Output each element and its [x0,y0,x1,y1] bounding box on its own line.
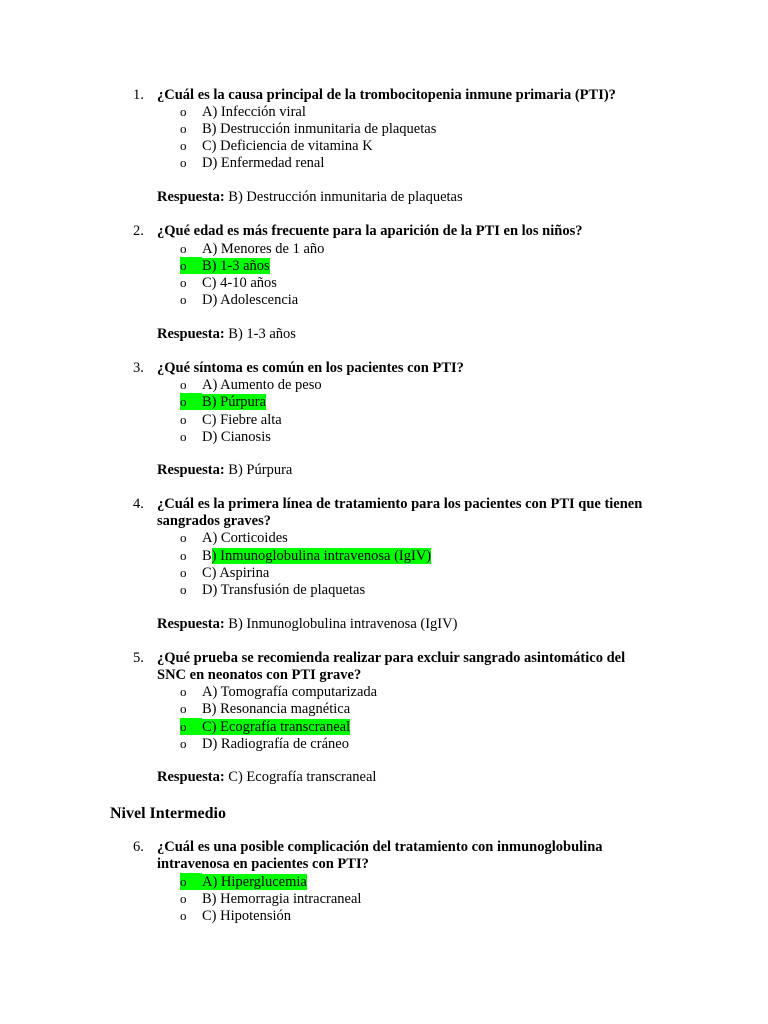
option-text: C) Hipotensión [202,908,292,924]
bullet-icon: o [180,736,187,751]
answer-value: C) Ecografía transcraneal [224,769,377,785]
bullet-icon: o [180,582,187,597]
answer-label: Respuesta: [157,769,225,785]
option-text: C) Fiebre alta [202,412,282,428]
bullet-icon: o [180,891,187,906]
option-b-highlighted [180,547,431,564]
answer-label: Respuesta: [157,326,225,342]
option-text: C) Ecografía transcraneal [202,719,351,735]
option-a [180,240,324,257]
option-c-highlighted [180,718,350,735]
option-d [180,735,349,752]
option-text: B) Destrucción inmunitaria de plaquetas [202,121,437,137]
option-text: C) Aspirina [202,565,270,581]
bullet-icon: o [180,257,202,274]
option-b [180,890,361,907]
option-text: B) Hemorragia intracraneal [202,891,362,907]
question-text: ¿Cuál es la primera línea de tratamiento para los pacientes con PTI que tienen sangrados graves? [157,496,643,530]
question-text: ¿Cuál es una posible complicación del tratamiento con inmunoglobulina intravenosa en pacientes con PTI? [157,839,603,873]
answer-line [157,326,296,343]
option-text: A) Hiperglucemia [202,874,307,890]
question-text: ¿Cuál es la causa principal de la trombocitopenia inmune primaria (PTI)? [157,87,616,103]
option-text: A) Tomografía computarizada [202,684,378,700]
answer-line [157,616,457,633]
option-d [180,581,365,598]
answer-label: Respuesta: [157,462,225,478]
option-c [180,907,291,924]
option-c [180,564,269,581]
option-c [180,411,282,428]
bullet-icon: o [180,908,187,923]
option-a [180,683,377,700]
bullet-icon: o [180,241,187,256]
option-b [180,700,350,717]
option-text: B) 1-3 años [202,258,270,274]
option-text [202,548,431,564]
option-d [180,154,324,171]
bullet-icon: o [180,565,187,580]
answer-value: B) 1-3 años [224,326,296,342]
bullet-icon: o [180,104,187,119]
option-d [180,428,271,445]
bullet-icon: o [180,412,187,427]
bullet-icon: o [180,530,187,545]
option-text: D) Transfusión de plaquetas [202,582,366,598]
option-text: A) Corticoides [202,530,288,546]
answer-label: Respuesta: [157,616,225,632]
question-text: ¿Qué prueba se recomienda realizar para excluir sangrado asintomático del SNC en neonatos con PTI grave? [157,650,626,684]
answer-line [157,462,292,479]
question-text: ¿Qué síntoma es común en los pacientes con PTI? [157,360,464,376]
option-letter: B [202,548,212,564]
question-number: 3. [133,360,144,376]
question-number: 6. [133,839,144,855]
answer-line [157,769,376,786]
option-text: D) Adolescencia [202,292,299,308]
bullet-icon: o [180,684,187,699]
question-text: ¿Qué edad es más frecuente para la aparición de la PTI en los niños? [157,223,583,239]
option-text: D) Radiografía de cráneo [202,736,349,752]
bullet-icon: o [180,292,187,307]
bullet-icon: o [180,275,187,290]
option-c [180,274,277,291]
bullet-icon: o [180,121,187,136]
bullet-icon: o [180,701,187,716]
question-number: 5. [133,650,144,666]
option-d [180,291,298,308]
option-text: A) Menores de 1 año [202,241,325,257]
option-b-highlighted [180,393,266,410]
bullet-icon: o [180,873,202,890]
option-text: C) Deficiencia de vitamina K [202,138,373,154]
answer-value: B) Destrucción inmunitaria de plaquetas [224,189,463,205]
option-b-highlighted [180,257,270,274]
option-text: B) Resonancia magnética [202,701,351,717]
option-c [180,137,373,154]
option-highlight: ) Inmunoglobulina intravenosa (IgIV) [211,548,432,564]
option-a [180,529,288,546]
option-text: D) Enfermedad renal [202,155,325,171]
question-number: 4. [133,496,144,512]
option-a [180,103,306,120]
option-text: D) Cianosis [202,429,271,445]
question-number: 1. [133,87,144,103]
bullet-icon: o [180,377,187,392]
option-text: B) Púrpura [202,394,267,410]
option-text: A) Infección viral [202,104,306,120]
option-a-highlighted [180,873,307,890]
bullet-icon: o [180,429,187,444]
answer-value: B) Púrpura [224,462,293,478]
bullet-icon: o [180,393,202,410]
section-heading: Nivel Intermedio [110,805,226,822]
bullet-icon: o [180,155,187,170]
bullet-icon: o [180,138,187,153]
answer-label: Respuesta: [157,189,225,205]
bullet-icon: o [180,718,202,735]
option-a [180,376,322,393]
answer-value: B) Inmunoglobulina intravenosa (IgIV) [224,616,458,632]
option-text: C) 4-10 años [202,275,277,291]
option-b [180,120,436,137]
bullet-icon: o [180,548,187,563]
question-number: 2. [133,223,144,239]
option-text: A) Aumento de peso [202,377,322,393]
answer-line [157,189,463,206]
